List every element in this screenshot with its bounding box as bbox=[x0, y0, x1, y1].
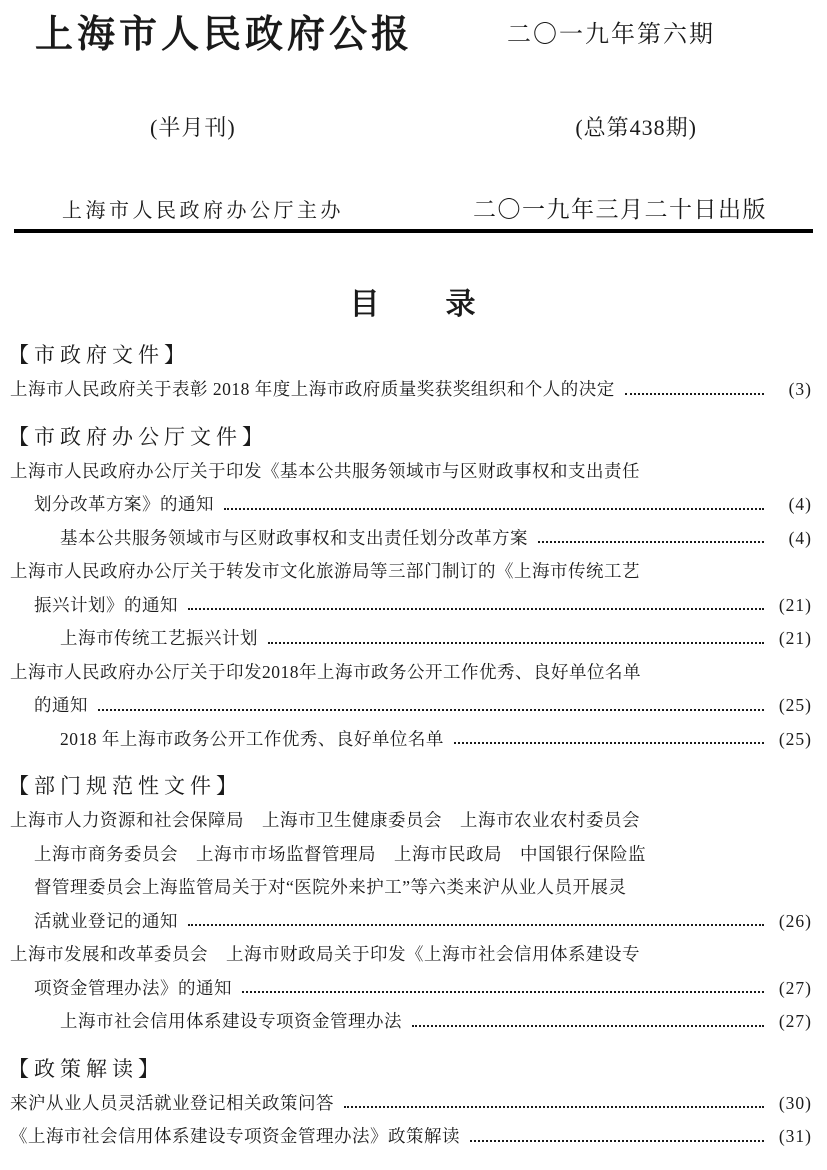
toc-entry-text: 上海市商务委员会 上海市市场监督管理局 上海市民政局 中国银行保险监 bbox=[34, 843, 646, 864]
page-number: (30) bbox=[778, 1092, 812, 1113]
masthead-row-3 bbox=[0, 196, 827, 225]
masthead-row-2 bbox=[0, 114, 827, 142]
toc-entry-text: 上海市发展和改革委员会 上海市财政局关于印发《上海市社会信用体系建设专 bbox=[10, 944, 640, 964]
toc-entry-text: 《上海市社会信用体系建设专项资金管理办法》政策解读 bbox=[10, 1126, 460, 1146]
toc-subentry-line bbox=[8, 622, 812, 656]
toc-entry-text: 振兴计划》的通知 bbox=[34, 594, 178, 615]
toc-subentry-line bbox=[8, 723, 812, 757]
page-number: (26) bbox=[778, 910, 812, 931]
dot-leader bbox=[188, 924, 764, 926]
dot-leader bbox=[470, 1140, 764, 1142]
cumulative-issue-label: (总第438期) bbox=[575, 115, 697, 140]
toc-entry-line bbox=[8, 871, 812, 905]
toc-entry-line bbox=[8, 972, 812, 1006]
toc-entry-text: 上海市人民政府关于表彰 2018 年度上海市政府质量奖获奖组织和个人的决定 bbox=[10, 379, 615, 399]
dot-leader bbox=[268, 642, 764, 644]
dot-leader bbox=[454, 742, 764, 744]
toc-entry-text: 督管理委员会上海监管局关于对“医院外来护工”等六类来沪从业人员开展灵 bbox=[34, 877, 627, 897]
page-number: (21) bbox=[778, 628, 812, 648]
toc-entry-text: 上海市传统工艺振兴计划 bbox=[60, 628, 258, 648]
toc-section-header: 【市政府办公厅文件】 bbox=[8, 424, 268, 449]
dot-leader bbox=[538, 541, 764, 543]
toc-entry-text: 基本公共服务领域市与区财政事权和支出责任划分改革方案 bbox=[60, 527, 528, 548]
toc-entry-text: 划分改革方案》的通知 bbox=[34, 494, 214, 514]
toc-section-header: 【市政府文件】 bbox=[8, 343, 190, 367]
page-number: (25) bbox=[778, 695, 812, 715]
toc-entry-line bbox=[8, 455, 812, 489]
page-number: (3) bbox=[788, 379, 812, 399]
page-number: (27) bbox=[778, 977, 812, 998]
page-title: 上海市人民政府公报 bbox=[35, 14, 414, 56]
toc-body bbox=[0, 337, 827, 1154]
toc-entry-line bbox=[8, 589, 812, 623]
toc-entry-line bbox=[8, 488, 812, 522]
page-number: (25) bbox=[778, 728, 812, 749]
dot-leader bbox=[188, 608, 764, 610]
toc-section-header: 【部门规范性文件】 bbox=[8, 774, 242, 798]
page-number: (27) bbox=[778, 1011, 812, 1031]
toc-title: 目 录 bbox=[349, 288, 478, 321]
toc-entry-line bbox=[8, 555, 812, 589]
publish-date: 二〇一九年三月二十日出版 bbox=[473, 197, 767, 222]
dot-leader bbox=[344, 1106, 764, 1108]
page-number: (4) bbox=[788, 494, 812, 514]
toc-entry-text: 的通知 bbox=[34, 695, 88, 715]
toc-entry-line bbox=[8, 1087, 812, 1121]
toc-entry-text: 上海市人力资源和社会保障局 上海市卫生健康委员会 上海市农业农村委员会 bbox=[10, 810, 640, 830]
dot-leader bbox=[242, 991, 764, 993]
toc-entry-line bbox=[8, 804, 812, 838]
toc-entry-line bbox=[8, 1120, 812, 1154]
toc-entry-text: 上海市人民政府办公厅关于转发市文化旅游局等三部门制订的《上海市传统工艺 bbox=[10, 561, 640, 581]
page-number: (21) bbox=[778, 594, 812, 615]
toc-entry-text: 项资金管理办法》的通知 bbox=[34, 977, 232, 998]
toc-entry-text: 2018 年上海市政务公开工作优秀、良好单位名单 bbox=[60, 728, 444, 749]
issue-number: 二〇一九年第六期 bbox=[507, 22, 715, 48]
dot-leader bbox=[98, 709, 764, 711]
dot-leader bbox=[224, 508, 764, 510]
toc-section-header: 【政策解读】 bbox=[8, 1056, 164, 1081]
divider-rule bbox=[14, 229, 813, 233]
masthead-row-1 bbox=[0, 12, 827, 58]
dot-leader bbox=[412, 1025, 764, 1027]
page-number: (31) bbox=[778, 1126, 812, 1146]
toc-subentry-line bbox=[8, 522, 812, 556]
toc-entry-text: 上海市人民政府办公厅关于印发2018年上海市政务公开工作优秀、良好单位名单 bbox=[10, 661, 641, 682]
frequency-label: (半月刊) bbox=[150, 115, 236, 140]
toc-entry-line bbox=[8, 656, 812, 690]
publisher-line: 上海市人民政府办公厅主办 bbox=[62, 200, 344, 222]
toc-entry-text: 活就业登记的通知 bbox=[34, 910, 178, 931]
page-number: (4) bbox=[788, 527, 812, 548]
toc-subentry-line bbox=[8, 1005, 812, 1039]
toc-entry-line bbox=[8, 905, 812, 939]
dot-leader bbox=[625, 393, 764, 395]
toc-entry-text: 来沪从业人员灵活就业登记相关政策问答 bbox=[10, 1092, 334, 1113]
toc-entry-line bbox=[8, 938, 812, 972]
toc-entry-line bbox=[8, 373, 812, 407]
toc-entry-line bbox=[8, 689, 812, 723]
toc-entry-text: 上海市人民政府办公厅关于印发《基本公共服务领域市与区财政事权和支出责任 bbox=[10, 460, 640, 481]
toc-entry-line bbox=[8, 838, 812, 872]
toc-entry-text: 上海市社会信用体系建设专项资金管理办法 bbox=[60, 1011, 402, 1031]
